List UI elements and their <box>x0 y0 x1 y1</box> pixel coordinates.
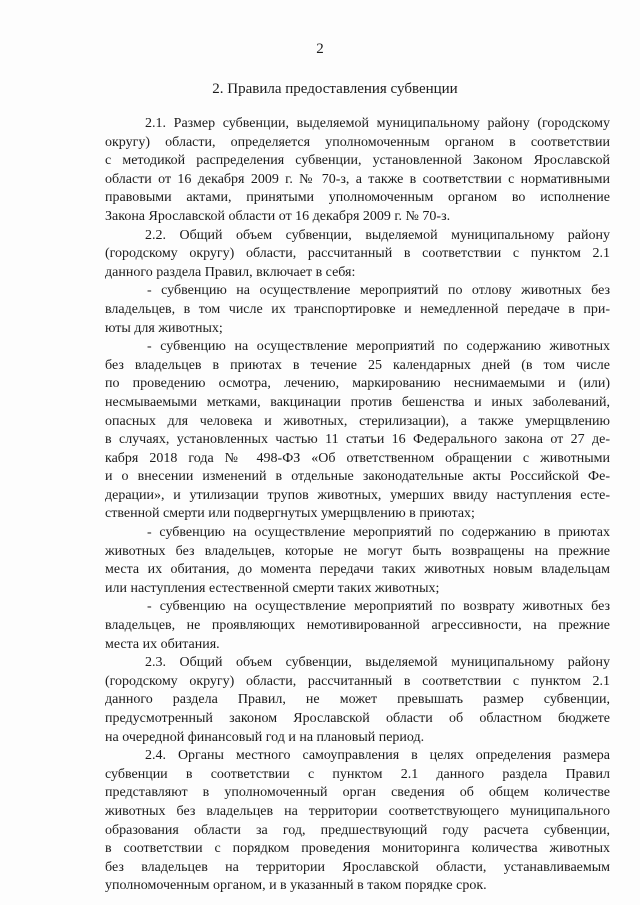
text-line: Закона Ярославской области от 16 декабря 2009 г. № 70-з. <box>105 208 451 224</box>
text-line: (городскому округу) области, рассчитанный в соответствии с пунктом 2.1 <box>105 246 610 262</box>
text-line: на очередной финансовый год и на плановый период. <box>105 729 425 745</box>
text-line: правовыми актами, принятыми уполномоченным органом во исполнение <box>105 190 610 206</box>
text-line: - субвенцию на осуществление мероприятий по содержанию в приютах <box>147 525 610 541</box>
text-line: - субвенцию на осуществление мероприятий по возврату животных без <box>147 599 610 615</box>
text-line: ственной смерти или подвергнутых умерщвлению в приютах; <box>105 506 475 522</box>
text-line: предусмотренный законом Ярославской области об областном бюджете <box>105 711 610 726</box>
document-body <box>105 115 610 896</box>
text-line: опасных для человека и животных, стерилизации), а также умерщвлению <box>105 413 610 429</box>
section-title: 2. Правила предоставления субвенции <box>212 81 458 97</box>
text-line: в случаях, установленных частью 11 статьи 16 Федерального закона от 27 де- <box>105 432 610 448</box>
text-line: места их обитания, до момента передачи таких животных новым владельцам <box>105 562 610 578</box>
text-line: места их обитания. <box>105 636 220 652</box>
text-line: округу) области, определяется уполномоченным органом в соответствии <box>105 134 610 150</box>
page-number: 2 <box>316 41 324 57</box>
text-line: - субвенцию на осуществление мероприятий по содержанию животных <box>147 339 610 355</box>
text-line: (городскому округу) области, рассчитанный в соответствии с пунктом 2.1 <box>105 673 610 689</box>
text-line: образования области за год, предшествующий году расчета субвенции, <box>105 822 610 838</box>
text-line: в соответствии с порядком проведения мониторинга количества животных <box>105 841 610 857</box>
text-line: с методикой распределения субвенции, установленной Законом Ярославской <box>105 153 610 169</box>
text-line: данного раздела Правил, не может превышать размер субвенции, <box>105 692 610 708</box>
text-line: области от 16 декабря 2009 г. № 70-з, а также в соответствии с нормативными <box>105 171 610 187</box>
text-line: несмываемыми метками, вакцинации против бешенства и иных заболеваний, <box>105 394 610 410</box>
text-line: без владельцев в приютах в течение 25 календарных дней (в том числе <box>105 357 610 373</box>
text-line: и о внесении изменений в отдельные законодательные акты Российской Фе- <box>105 469 610 485</box>
text-line: уполномоченным органом, и в указанный в таком порядке срок. <box>105 878 487 894</box>
text-line: юты для животных; <box>105 320 223 336</box>
text-line: - субвенцию на осуществление мероприятий по отлову животных без <box>147 283 610 299</box>
text-line: 2.2. Общий объем субвенции, выделяемой муниципальному району <box>145 227 610 243</box>
text-line: владельцев, не проявляющих немотивированной агрессивности, на прежние <box>105 618 610 634</box>
text-line: представляют в уполномоченный орган сведения об общем количестве <box>105 785 610 801</box>
text-line: данного раздела Правил, включает в себя: <box>105 264 356 280</box>
text-line: или наступления естественной смерти таких животных; <box>105 580 440 596</box>
text-line: по проведению осмотра, лечению, маркированию неснимаемыми и (или) <box>105 376 610 392</box>
text-line: кабря 2018 года № 498-ФЗ «Об ответственном обращении с животными <box>105 450 610 466</box>
text-line: владельцев, в том числе их транспортировке и немедленной передаче в при- <box>105 301 610 317</box>
text-line: без владельцев на территории Ярославской области, устанавливаемым <box>105 859 610 875</box>
text-line: 2.3. Общий объем субвенции, выделяемой муниципальному району <box>145 655 610 671</box>
text-line: субвенции в соответствии с пунктом 2.1 данного раздела Правил <box>105 766 610 782</box>
text-line: дерации», и утилизации трупов животных, умерших ввиду наступления есте- <box>105 487 610 503</box>
text-line: животных без владельцев на территории соответствующего муниципального <box>105 803 610 819</box>
text-line: животных без владельцев, которые не могут быть возвращены на прежние <box>105 543 610 559</box>
text-line: 2.1. Размер субвенции, выделяемой муниципальному району (городскому <box>145 116 610 131</box>
text-line: 2.4. Органы местного самоуправления в целях определения размера <box>145 748 610 764</box>
